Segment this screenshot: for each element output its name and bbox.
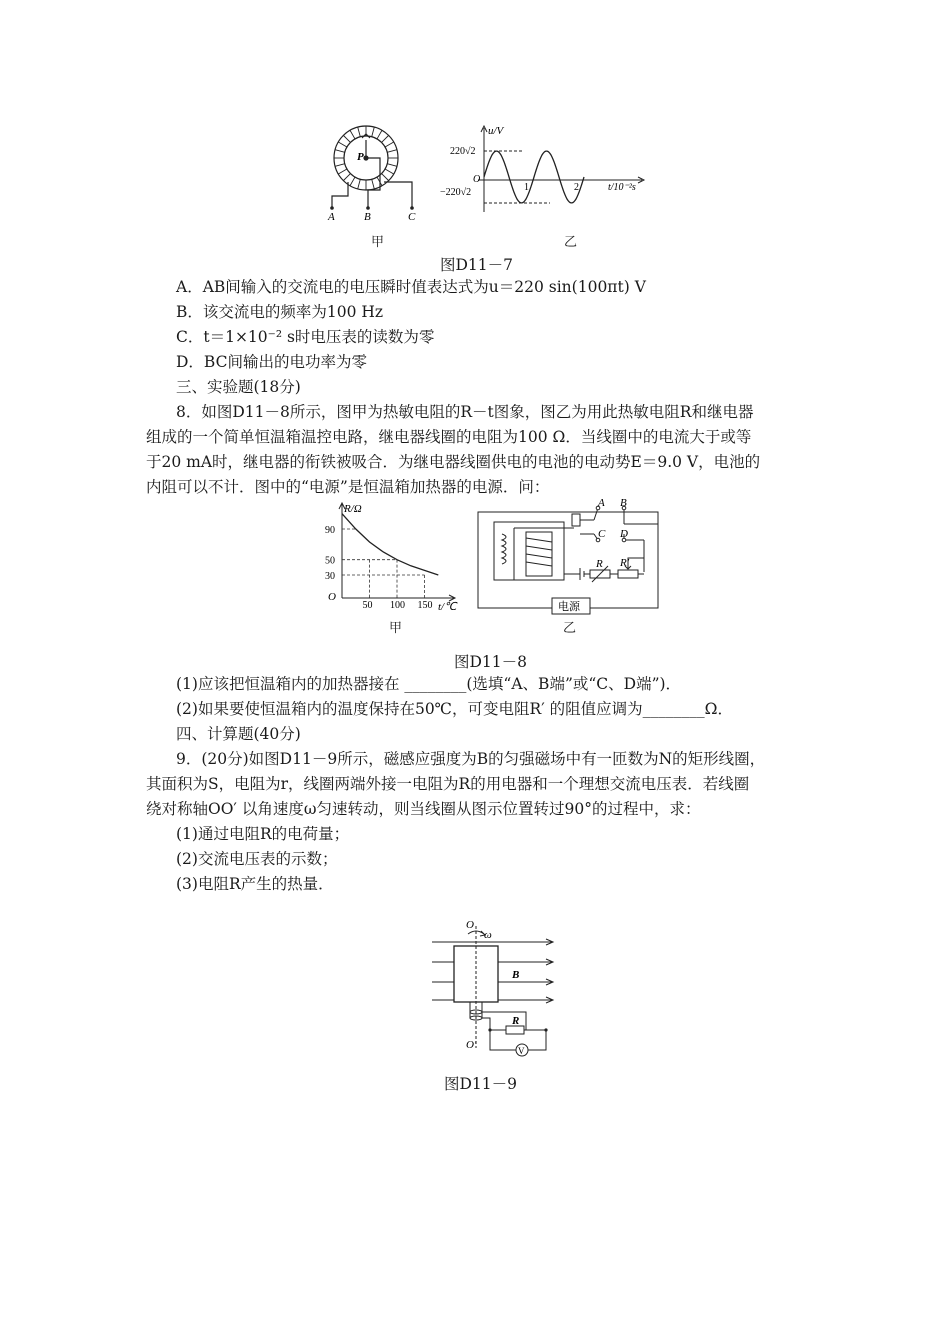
axis-bottom-o: O′ <box>466 1039 477 1051</box>
q9-sub3: (3)电阻R产生的热量． <box>176 875 334 893</box>
rt-y-tick: 50 <box>325 555 335 567</box>
figure-d11-7-transformer <box>318 120 428 225</box>
term-b: B <box>620 497 627 509</box>
rt-x-label: t/℃ <box>438 601 457 610</box>
fig9-caption: 图D11－9 <box>444 1075 518 1093</box>
tick-1: 1 <box>524 182 529 193</box>
rt-curve <box>342 514 438 575</box>
rt-origin: O <box>328 591 336 603</box>
q8-sub2: (2)如果要使恒温箱内的温度保持在50℃，可变电阻R′ 的阻值应调为________Ω． <box>176 700 733 718</box>
rt-y-tick: 30 <box>325 571 335 582</box>
section-3-heading: 三、实验题(18分) <box>176 378 301 396</box>
figure-d11-7-sine-graph <box>438 122 648 218</box>
q9-line1: 9．(20分)如图D11－9所示，磁感应强度为B的匀强磁场中有一匝数为N的矩形线圈， <box>176 750 766 768</box>
q8-line4: 内阻可以不计．图中的“电源”是恒温箱加热器的电源．问： <box>146 478 550 496</box>
term-d: D <box>620 528 628 540</box>
res-r-prime: R′ <box>620 557 630 569</box>
section-4-heading: 四、计算题(40分) <box>176 725 301 743</box>
term-c: C <box>598 528 606 540</box>
rt-x-tick: 100 <box>390 600 405 610</box>
resistor-r-label: R <box>512 1015 520 1027</box>
q8-line3: 于20 mA时，继电器的衔铁被吸合．为继电器线圈供电的电池的电动势E＝9.0 V，电池的 <box>146 453 761 471</box>
rt-x-tick: 150 <box>417 600 433 610</box>
voltmeter-v: V <box>518 1046 525 1056</box>
figure-d11-8-relay-circuit <box>474 494 664 616</box>
q9-line3: 绕对称轴OO′ 以角速度ω匀速转动，则当线圈从图示位置转过90°的过程中，求： <box>146 800 701 818</box>
q8-sub1: (1)应该把恒温箱内的加热器接在 ________(选填“A、B端”或“C、D端”)． <box>176 675 682 693</box>
peak-neg: −220√2 <box>440 187 472 198</box>
power-label: 电源 <box>558 601 580 613</box>
origin-label: O <box>473 174 481 185</box>
y-axis-label: u/V <box>488 125 504 137</box>
rt-x-tick: 50 <box>362 600 373 610</box>
q9-sub1: (1)通过电阻R的电荷量； <box>176 825 350 843</box>
figure-d11-9-rotating-coil <box>426 918 566 1066</box>
fig7-sub-b: 乙 <box>564 234 578 249</box>
q7-option-c: C．t＝1×10⁻² s时电压表的读数为零 <box>176 328 435 346</box>
q7-option-b: B．该交流电的频率为100 Hz <box>176 303 384 321</box>
axis-top-o: O <box>466 919 474 931</box>
fig7-caption: 图D11－7 <box>440 256 514 274</box>
q8-line2: 组成的一个简单恒温箱温控电路，继电器线圈的电阻为100 Ω．当线圈中的电流大于或等 <box>146 428 752 446</box>
figure-d11-8-rt-chart <box>322 500 462 610</box>
q9-line2: 其面积为S，电阻为r，线圈两端外接一电阻为R的用电器和一个理想交流电压表．若线圈 <box>146 775 750 793</box>
terminal-c: C <box>408 211 416 223</box>
rt-y-label: R/Ω <box>344 503 362 515</box>
fig7-sub-a: 甲 <box>371 234 385 249</box>
peak-pos: 220√2 <box>450 146 476 157</box>
q7-option-d: D．BC间输出的电功率为零 <box>176 353 367 371</box>
terminal-b: B <box>364 211 371 223</box>
q7-option-a: A．AB间输入的交流电的电压瞬时值表达式为u＝220 sin(100πt) V <box>176 278 646 296</box>
term-a: A <box>598 497 605 509</box>
field-b-label: B <box>512 969 520 981</box>
terminal-a: A <box>328 211 335 223</box>
fig8-caption: 图D11－8 <box>454 653 528 671</box>
rt-y-tick: 90 <box>325 525 335 536</box>
res-r: R <box>596 558 603 570</box>
tick-2: 2 <box>574 182 579 193</box>
x-axis-label: t/10⁻²s <box>608 182 636 193</box>
omega-label: ω <box>484 929 492 941</box>
fig8-sub-a: 甲 <box>389 620 403 635</box>
q8-line1: 8．如图D11－8所示，图甲为热敏电阻的R－t图象，图乙为用此热敏电阻R和继电器 <box>176 403 754 421</box>
q9-sub2: (2)交流电压表的示数； <box>176 850 338 868</box>
fig8-sub-b: 乙 <box>563 620 577 635</box>
slider-label: P <box>357 151 364 163</box>
